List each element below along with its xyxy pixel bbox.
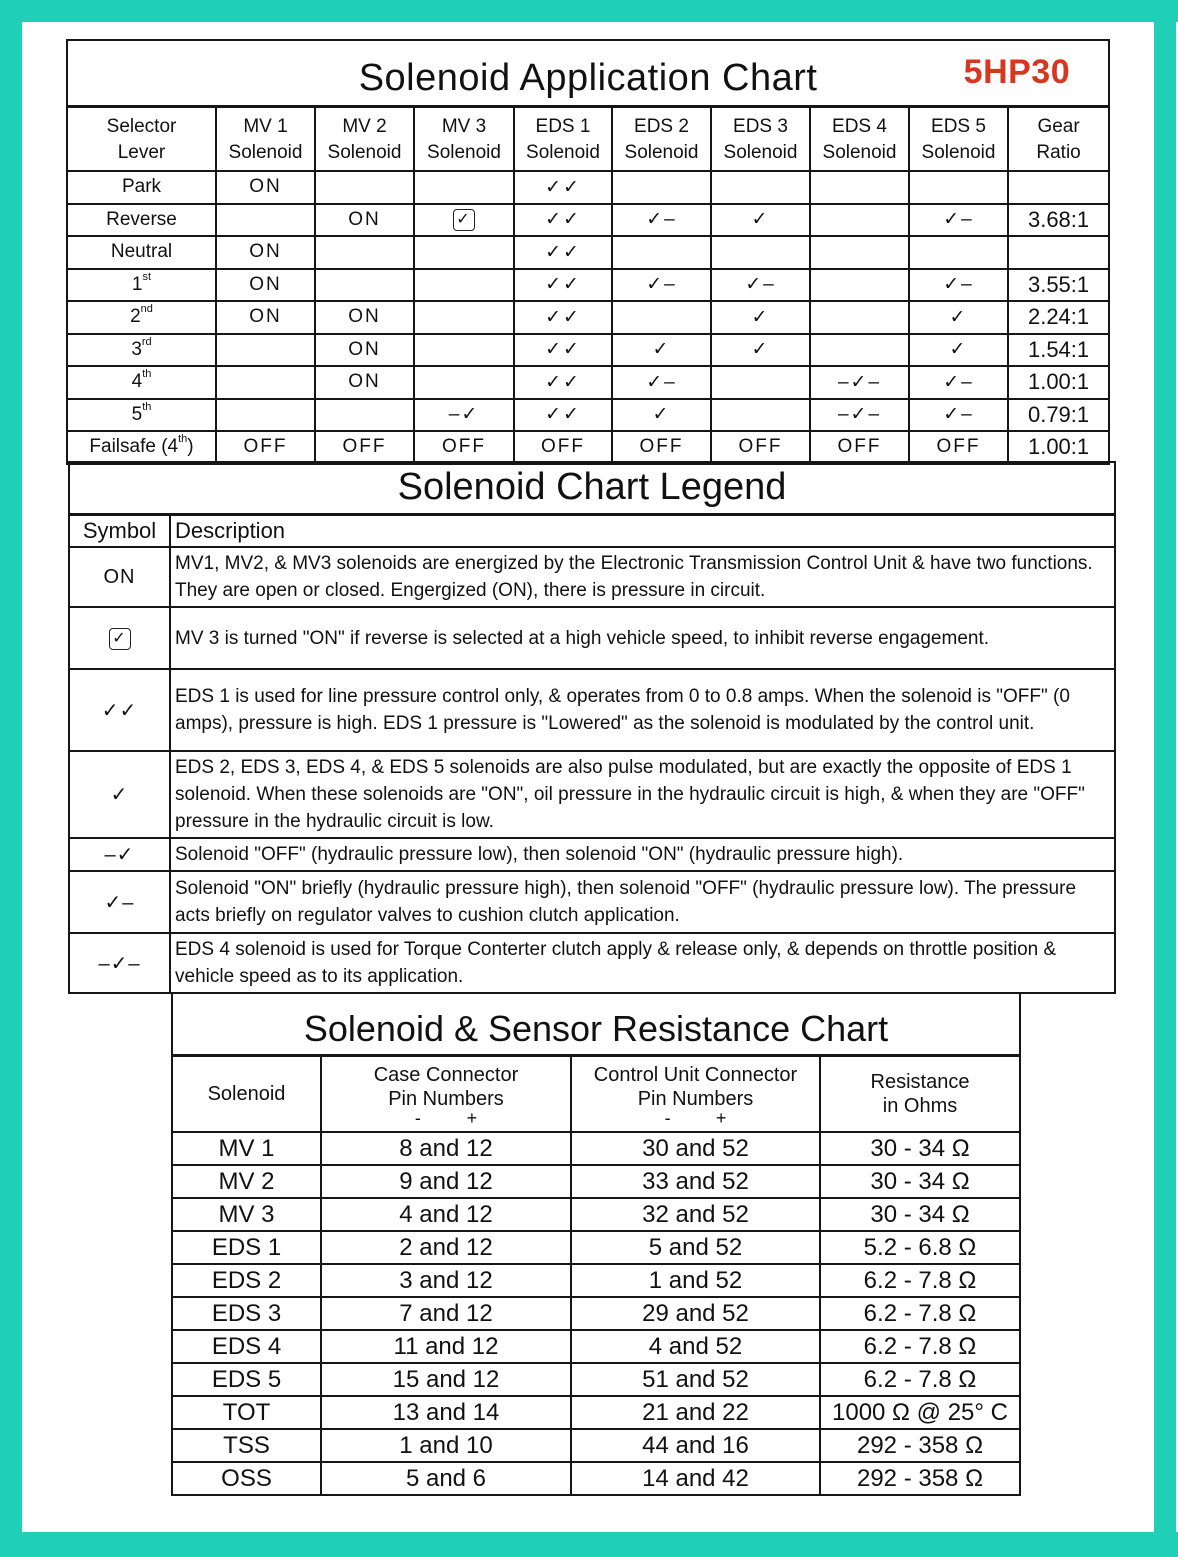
legend-symbol: –✓ bbox=[69, 838, 170, 871]
gear-ratio-cell: 1.54:1 bbox=[1008, 334, 1109, 367]
legend-row bbox=[69, 751, 1115, 838]
eds2-cell: ✓– bbox=[612, 366, 711, 399]
eds4-cell bbox=[810, 171, 909, 204]
legend-description: EDS 1 is used for line pressure control only, & operates from 0 to 0.8 amps. When the solenoid is "OFF" (0 amps), pressure is high. EDS 1 pressure is "Lowered" as the solenoid is modulated by the control unit. bbox=[170, 669, 1115, 751]
gear-ratio-cell bbox=[1008, 236, 1109, 269]
frame-border-right bbox=[1154, 0, 1176, 1557]
mv3-cell bbox=[414, 366, 514, 399]
legend-header-row bbox=[69, 514, 1115, 547]
mv2-cell: ON bbox=[315, 301, 414, 334]
mv1-cell: ON bbox=[216, 171, 315, 204]
solenoid-name-cell: MV 1 bbox=[172, 1132, 321, 1165]
polarity-labels: - + bbox=[414, 1107, 478, 1128]
boxed-check-icon: ✓ bbox=[453, 209, 475, 231]
selector-lever-cell: Reverse bbox=[67, 204, 216, 237]
application-chart-title-cell bbox=[67, 40, 1109, 106]
case-pins-cell: 5 and 6 bbox=[321, 1462, 571, 1495]
case-pins-cell: 13 and 14 bbox=[321, 1396, 571, 1429]
eds1-cell: ✓✓ bbox=[514, 171, 612, 204]
case-pins-cell: 9 and 12 bbox=[321, 1165, 571, 1198]
mv3-cell bbox=[414, 334, 514, 367]
eds3-cell: ✓– bbox=[711, 269, 810, 302]
header-control-unit-connector: Control Unit Connector Pin Numbers - + bbox=[571, 1055, 820, 1132]
mv2-cell: ON bbox=[315, 334, 414, 367]
application-row bbox=[67, 366, 1109, 399]
selector-lever-cell: Neutral bbox=[67, 236, 216, 269]
legend-symbol: ON bbox=[69, 547, 170, 607]
mv3-cell bbox=[414, 171, 514, 204]
selector-lever-cell: 4th bbox=[67, 366, 216, 399]
eds3-cell bbox=[711, 399, 810, 432]
eds1-cell: ✓✓ bbox=[514, 399, 612, 432]
resistance-value-cell: 1000 Ω @ 25° C bbox=[820, 1396, 1020, 1429]
control-pins-cell: 32 and 52 bbox=[571, 1198, 820, 1231]
mv3-cell bbox=[414, 204, 514, 237]
frame-border-top bbox=[0, 0, 1178, 22]
resistance-value-cell: 6.2 - 7.8 Ω bbox=[820, 1264, 1020, 1297]
legend-description: EDS 4 solenoid is used for Torque Conterter clutch apply & release only, & depends on throttle position & vehicle speed as to its application. bbox=[170, 933, 1115, 993]
resistance-value-cell: 30 - 34 Ω bbox=[820, 1165, 1020, 1198]
eds4-cell bbox=[810, 236, 909, 269]
gear-ratio-cell: 1.00:1 bbox=[1008, 431, 1109, 464]
resistance-chart bbox=[171, 992, 1021, 1496]
eds1-cell: OFF bbox=[514, 431, 612, 464]
solenoid-application-chart bbox=[66, 39, 1110, 465]
mv3-cell bbox=[414, 236, 514, 269]
header-solenoid: Solenoid bbox=[172, 1055, 321, 1132]
eds1-cell: ✓✓ bbox=[514, 366, 612, 399]
solenoid-name-cell: TOT bbox=[172, 1396, 321, 1429]
gear-ratio-cell: 2.24:1 bbox=[1008, 301, 1109, 334]
resistance-row bbox=[172, 1165, 1020, 1198]
legend-row bbox=[69, 838, 1115, 871]
control-pins-cell: 30 and 52 bbox=[571, 1132, 820, 1165]
resistance-value-cell: 6.2 - 7.8 Ω bbox=[820, 1330, 1020, 1363]
eds2-cell bbox=[612, 301, 711, 334]
mv2-cell bbox=[315, 269, 414, 302]
legend-row bbox=[69, 933, 1115, 993]
selector-lever-cell: Park bbox=[67, 171, 216, 204]
case-pins-cell: 15 and 12 bbox=[321, 1363, 571, 1396]
mv3-cell: OFF bbox=[414, 431, 514, 464]
control-pins-cell: 14 and 42 bbox=[571, 1462, 820, 1495]
resistance-row bbox=[172, 1462, 1020, 1495]
mv2-cell bbox=[315, 236, 414, 269]
solenoid-name-cell: MV 2 bbox=[172, 1165, 321, 1198]
legend-description-header: Description bbox=[170, 514, 1115, 547]
case-pins-cell: 11 and 12 bbox=[321, 1330, 571, 1363]
case-pins-cell: 2 and 12 bbox=[321, 1231, 571, 1264]
solenoid-name-cell: MV 3 bbox=[172, 1198, 321, 1231]
resistance-value-cell: 292 - 358 Ω bbox=[820, 1462, 1020, 1495]
eds5-cell: ✓– bbox=[909, 399, 1008, 432]
eds4-cell bbox=[810, 269, 909, 302]
mv1-cell bbox=[216, 334, 315, 367]
mv2-cell bbox=[315, 399, 414, 432]
resistance-row bbox=[172, 1396, 1020, 1429]
case-pins-cell: 1 and 10 bbox=[321, 1429, 571, 1462]
legend-description: Solenoid "ON" briefly (hydraulic pressure high), then solenoid "OFF" (hydraulic pressure low). The pressure acts briefly on regulator valves to cushion clutch application. bbox=[170, 871, 1115, 933]
header-case-connector: Case Connector Pin Numbers - + bbox=[321, 1055, 571, 1132]
header-mv2: MV 2 Solenoid bbox=[315, 106, 414, 171]
eds1-cell: ✓✓ bbox=[514, 204, 612, 237]
header-mv3: MV 3 Solenoid bbox=[414, 106, 514, 171]
control-pins-cell: 1 and 52 bbox=[571, 1264, 820, 1297]
eds1-cell: ✓✓ bbox=[514, 236, 612, 269]
header-eds3: EDS 3 Solenoid bbox=[711, 106, 810, 171]
boxed-check-icon: ✓ bbox=[109, 628, 131, 650]
legend-symbol-header: Symbol bbox=[69, 514, 170, 547]
eds5-cell: OFF bbox=[909, 431, 1008, 464]
solenoid-chart-legend bbox=[68, 461, 1116, 994]
gear-ratio-cell: 0.79:1 bbox=[1008, 399, 1109, 432]
application-row bbox=[67, 204, 1109, 237]
resistance-row bbox=[172, 1264, 1020, 1297]
header-eds2: EDS 2 Solenoid bbox=[612, 106, 711, 171]
eds5-cell: ✓– bbox=[909, 269, 1008, 302]
case-pins-cell: 3 and 12 bbox=[321, 1264, 571, 1297]
gear-ratio-cell bbox=[1008, 171, 1109, 204]
resistance-value-cell: 6.2 - 7.8 Ω bbox=[820, 1363, 1020, 1396]
mv1-cell bbox=[216, 366, 315, 399]
eds3-cell: ✓ bbox=[711, 301, 810, 334]
resistance-chart-header-row bbox=[172, 1055, 1020, 1132]
application-chart-header-row bbox=[67, 106, 1109, 171]
case-pins-cell: 4 and 12 bbox=[321, 1198, 571, 1231]
eds3-cell bbox=[711, 366, 810, 399]
mv3-cell: –✓ bbox=[414, 399, 514, 432]
resistance-row bbox=[172, 1330, 1020, 1363]
solenoid-name-cell: TSS bbox=[172, 1429, 321, 1462]
legend-row bbox=[69, 669, 1115, 751]
legend-description: Solenoid "OFF" (hydraulic pressure low), then solenoid "ON" (hydraulic pressure high). bbox=[170, 838, 1115, 871]
header-resistance: Resistance in Ohms bbox=[820, 1055, 1020, 1132]
application-row bbox=[67, 171, 1109, 204]
control-pins-cell: 29 and 52 bbox=[571, 1297, 820, 1330]
eds2-cell: OFF bbox=[612, 431, 711, 464]
legend-description: MV1, MV2, & MV3 solenoids are energized by the Electronic Transmission Control Unit & have two functions. They are open or closed. Engergized (ON), there is pressure in circuit. bbox=[170, 547, 1115, 607]
header-mv1: MV 1 Solenoid bbox=[216, 106, 315, 171]
header-eds5: EDS 5 Solenoid bbox=[909, 106, 1008, 171]
legend-row bbox=[69, 607, 1115, 669]
application-row bbox=[67, 301, 1109, 334]
legend-row bbox=[69, 871, 1115, 933]
eds4-cell bbox=[810, 301, 909, 334]
gear-ratio-cell: 3.55:1 bbox=[1008, 269, 1109, 302]
application-row bbox=[67, 236, 1109, 269]
resistance-value-cell: 30 - 34 Ω bbox=[820, 1132, 1020, 1165]
control-pins-cell: 33 and 52 bbox=[571, 1165, 820, 1198]
application-chart-title: Solenoid Application Chart bbox=[358, 57, 818, 99]
application-row bbox=[67, 431, 1109, 464]
solenoid-name-cell: EDS 5 bbox=[172, 1363, 321, 1396]
legend-title: Solenoid Chart Legend bbox=[69, 462, 1115, 514]
control-pins-cell: 21 and 22 bbox=[571, 1396, 820, 1429]
eds1-cell: ✓✓ bbox=[514, 301, 612, 334]
selector-lever-cell: 1st bbox=[67, 269, 216, 302]
eds2-cell bbox=[612, 236, 711, 269]
mv2-cell bbox=[315, 171, 414, 204]
eds4-cell: –✓– bbox=[810, 366, 909, 399]
eds3-cell bbox=[711, 236, 810, 269]
resistance-value-cell: 5.2 - 6.8 Ω bbox=[820, 1231, 1020, 1264]
mv1-cell: OFF bbox=[216, 431, 315, 464]
mv1-cell: ON bbox=[216, 236, 315, 269]
selector-lever-cell: Failsafe (4th) bbox=[67, 431, 216, 464]
solenoid-name-cell: EDS 3 bbox=[172, 1297, 321, 1330]
mv1-cell bbox=[216, 399, 315, 432]
frame-border-bottom bbox=[0, 1532, 1178, 1557]
application-row bbox=[67, 334, 1109, 367]
gear-ratio-cell: 1.00:1 bbox=[1008, 366, 1109, 399]
eds5-cell bbox=[909, 171, 1008, 204]
resistance-row bbox=[172, 1132, 1020, 1165]
resistance-value-cell: 6.2 - 7.8 Ω bbox=[820, 1297, 1020, 1330]
selector-lever-cell: 2nd bbox=[67, 301, 216, 334]
eds3-cell: OFF bbox=[711, 431, 810, 464]
eds3-cell bbox=[711, 171, 810, 204]
eds5-cell: ✓– bbox=[909, 204, 1008, 237]
resistance-value-cell: 292 - 358 Ω bbox=[820, 1429, 1020, 1462]
application-row bbox=[67, 399, 1109, 432]
header-gear-ratio: Gear Ratio bbox=[1008, 106, 1109, 171]
legend-symbol: ✓✓ bbox=[69, 669, 170, 751]
legend-description: EDS 2, EDS 3, EDS 4, & EDS 5 solenoids are also pulse modulated, but are exactly the opposite of EDS 1 solenoid. When these solenoids are "ON", oil pressure in the hydraulic circuit is high, & when they are "OFF" pressure in the hydraulic circuit is low. bbox=[170, 751, 1115, 838]
resistance-row bbox=[172, 1429, 1020, 1462]
model-badge: 5HP30 bbox=[963, 53, 1071, 91]
case-pins-cell: 7 and 12 bbox=[321, 1297, 571, 1330]
frame-border-left bbox=[0, 0, 22, 1557]
eds4-cell bbox=[810, 204, 909, 237]
eds2-cell bbox=[612, 171, 711, 204]
application-row bbox=[67, 269, 1109, 302]
mv1-cell: ON bbox=[216, 301, 315, 334]
mv1-cell bbox=[216, 204, 315, 237]
eds2-cell: ✓ bbox=[612, 334, 711, 367]
solenoid-name-cell: OSS bbox=[172, 1462, 321, 1495]
mv3-cell bbox=[414, 269, 514, 302]
eds4-cell: OFF bbox=[810, 431, 909, 464]
legend-description: MV 3 is turned "ON" if reverse is selected at a high vehicle speed, to inhibit reverse engagement. bbox=[170, 607, 1115, 669]
mv2-cell: OFF bbox=[315, 431, 414, 464]
eds4-cell bbox=[810, 334, 909, 367]
eds2-cell: ✓ bbox=[612, 399, 711, 432]
eds3-cell: ✓ bbox=[711, 334, 810, 367]
resistance-value-cell: 30 - 34 Ω bbox=[820, 1198, 1020, 1231]
mv3-cell bbox=[414, 301, 514, 334]
eds4-cell: –✓– bbox=[810, 399, 909, 432]
case-pins-cell: 8 and 12 bbox=[321, 1132, 571, 1165]
solenoid-name-cell: EDS 1 bbox=[172, 1231, 321, 1264]
legend-row bbox=[69, 547, 1115, 607]
mv1-cell: ON bbox=[216, 269, 315, 302]
header-eds1: EDS 1 Solenoid bbox=[514, 106, 612, 171]
header-eds4: EDS 4 Solenoid bbox=[810, 106, 909, 171]
legend-symbol bbox=[69, 607, 170, 669]
header-selector-lever: Selector Lever bbox=[67, 106, 216, 171]
legend-symbol: ✓ bbox=[69, 751, 170, 838]
legend-symbol: –✓– bbox=[69, 933, 170, 993]
mv2-cell: ON bbox=[315, 204, 414, 237]
eds5-cell: ✓ bbox=[909, 301, 1008, 334]
control-pins-cell: 5 and 52 bbox=[571, 1231, 820, 1264]
legend-symbol: ✓– bbox=[69, 871, 170, 933]
resistance-chart-title: Solenoid & Sensor Resistance Chart bbox=[172, 993, 1020, 1055]
mv2-cell: ON bbox=[315, 366, 414, 399]
eds5-cell bbox=[909, 236, 1008, 269]
resistance-row bbox=[172, 1231, 1020, 1264]
resistance-row bbox=[172, 1363, 1020, 1396]
control-pins-cell: 44 and 16 bbox=[571, 1429, 820, 1462]
eds3-cell: ✓ bbox=[711, 204, 810, 237]
eds5-cell: ✓– bbox=[909, 366, 1008, 399]
eds2-cell: ✓– bbox=[612, 204, 711, 237]
eds1-cell: ✓✓ bbox=[514, 269, 612, 302]
control-pins-cell: 51 and 52 bbox=[571, 1363, 820, 1396]
solenoid-name-cell: EDS 4 bbox=[172, 1330, 321, 1363]
solenoid-name-cell: EDS 2 bbox=[172, 1264, 321, 1297]
selector-lever-cell: 5th bbox=[67, 399, 216, 432]
eds1-cell: ✓✓ bbox=[514, 334, 612, 367]
gear-ratio-cell: 3.68:1 bbox=[1008, 204, 1109, 237]
selector-lever-cell: 3rd bbox=[67, 334, 216, 367]
eds2-cell: ✓– bbox=[612, 269, 711, 302]
eds5-cell: ✓ bbox=[909, 334, 1008, 367]
control-pins-cell: 4 and 52 bbox=[571, 1330, 820, 1363]
resistance-row bbox=[172, 1198, 1020, 1231]
polarity-labels: - + bbox=[664, 1107, 727, 1128]
resistance-row bbox=[172, 1297, 1020, 1330]
